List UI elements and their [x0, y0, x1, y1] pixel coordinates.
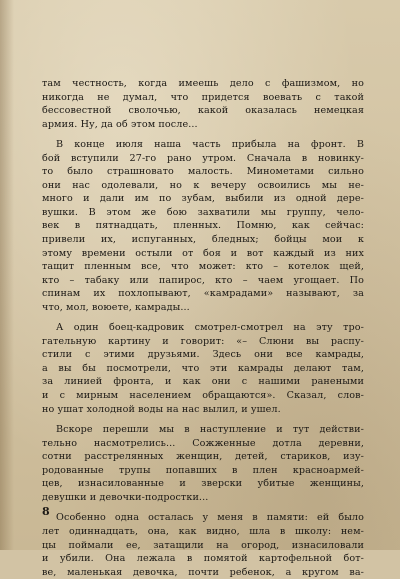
text-line: кто – табаку или папирос, кто – чаем угощает. По: [42, 274, 364, 286]
text-line: что, мол, воюете, камрады...: [42, 301, 190, 313]
paragraph-gap: [42, 131, 364, 138]
text-line: Особенно одна осталась у меня в памяти: ей было: [56, 512, 364, 524]
text-line: гательную картину и говорит: «– Слюни вы распу-: [42, 335, 364, 347]
text-line: никогда не думал, что придется воевать с такой: [42, 91, 364, 103]
text-line: В конце июля наша часть прибыла на фронт. В: [56, 139, 364, 151]
text-line: там честность, когда имеешь дело с фашизмом, но: [42, 78, 364, 89]
text-line: век в пятнадцать, пленных. Помню, как сейчас:: [42, 220, 364, 232]
text-line: то было страшновато малость. Минометами сильно: [42, 166, 364, 178]
text-line: стили с этими друзьями. Здесь они все камрады,: [42, 349, 364, 361]
page-text: [42, 77, 364, 579]
text-line: вушки. В этом же бою захватили мы группу, чело-: [42, 206, 364, 218]
text-line: ве, маленькая девочка, почти ребенок, а кругом ва-: [42, 566, 364, 578]
text-line: бой вступили 27-го рано утром. Сначала в новинку-: [42, 152, 364, 164]
page-number: 8: [42, 505, 50, 518]
text-line: привели их, испуганных, бледных; бойцы мои к: [42, 234, 364, 246]
text-line: тельно насмотрелись... Сожженные дотла деревни,: [42, 437, 364, 449]
text-line: и убили. Она лежала в помятой картофельной бот-: [42, 553, 364, 565]
text-line: армия. Ну, да об этом после...: [42, 118, 198, 130]
text-line: Вскоре перешли мы в наступление и тут действи-: [56, 424, 364, 436]
paragraph-gap: [42, 504, 364, 511]
text-line: спинам их похлопывают, «камрадами» называют, за: [42, 288, 364, 300]
text-line: лет одиннадцать, она, как видно, шла в школу: нем-: [42, 525, 364, 537]
text-line: за линией фронта, и как они с нашими ранеными: [42, 376, 364, 388]
text-line: девушки и девочки-подростки...: [42, 491, 209, 503]
text-line: бессовестной сволочью, какой оказалась немецкая: [42, 105, 364, 117]
text-line: они нас одолевали, но к вечеру освоились мы не-: [42, 179, 364, 191]
text-line: этому времени остыли от боя и вот каждый из них: [42, 247, 364, 259]
text-line: а вы бы посмотрели, что эти камрады делают там,: [42, 362, 364, 374]
text-line: цы поймали ее, затащили на огород, изнасиловали: [42, 539, 364, 551]
paragraph-gap: [42, 314, 364, 321]
text-line: тащит пленным все, что может: кто – котелок щей,: [42, 261, 364, 273]
text-line: много и дали им по зубам, выбили из одной дере-: [42, 193, 364, 205]
text-line: А один боец-кадровик смотрел-смотрел на эту тро-: [56, 322, 364, 334]
text-line: сотни расстрелянных женщин, детей, стариков, изу-: [42, 451, 364, 463]
text-line: но ушат холодной воды на нас вылил, и ушел.: [42, 403, 281, 415]
text-line: и с мирным населением обращаются». Сказал, слов-: [42, 390, 364, 402]
paragraph-gap: [42, 416, 364, 423]
text-line: родованные трупы попавших в плен красноармей-: [42, 464, 364, 476]
text-line: цев, изнасилованные и зверски убитые женщины,: [42, 478, 364, 490]
